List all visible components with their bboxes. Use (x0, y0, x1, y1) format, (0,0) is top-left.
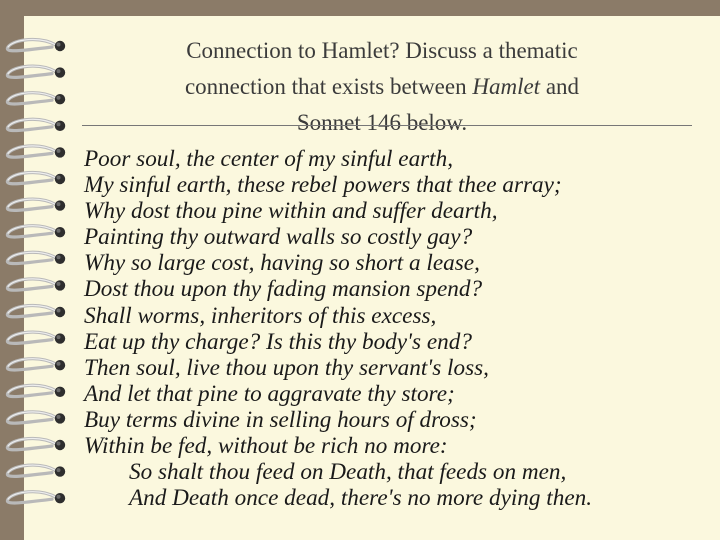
spiral-binding (0, 0, 80, 540)
binding-ring (7, 39, 65, 51)
poem-line: Dost thou upon thy fading mansion spend? (84, 276, 483, 303)
binding-ring (7, 172, 65, 184)
poem-line: Eat up thy charge? Is this thy body's end? (84, 328, 472, 355)
poem-line: Why so large cost, having so short a lease, (84, 250, 480, 277)
binding-ring (7, 438, 65, 450)
binding-ring (7, 226, 65, 238)
binding-ring (7, 385, 65, 397)
title-hamlet-italic: Hamlet (472, 74, 541, 99)
binding-ring (7, 412, 65, 424)
title-line-2-start: connection that exists between (184, 74, 473, 99)
title-divider (82, 125, 692, 126)
poem-line: Painting thy outward walls so costly gay? (84, 224, 473, 251)
poem-line: Why dost thou pine within and suffer dearth, (84, 198, 498, 225)
poem-line: My sinful earth, these rebel powers that thee array; (84, 172, 562, 199)
binding-ring (7, 146, 65, 158)
binding-ring (7, 305, 65, 317)
poem-line: Then soul, live thou upon thy servant's loss, (84, 354, 489, 381)
poem-line: Buy terms divine in selling hours of dross; (84, 406, 477, 433)
title-line-3: Sonnet 146 below. (296, 110, 468, 135)
poem-couplet-line: And Death once dead, there's no more dying then. (129, 485, 593, 512)
poem-couplet-line: So shalt thou feed on Death, that feeds on men, (129, 459, 567, 486)
title-line-1: Connection to Hamlet? Discuss a thematic (186, 38, 578, 63)
binding-ring (7, 66, 65, 78)
binding-ring (7, 279, 65, 291)
title-line-2-end: and (540, 74, 580, 99)
binding-ring (7, 332, 65, 344)
binding-ring (7, 199, 65, 211)
binding-ring (7, 93, 65, 105)
binding-ring (7, 465, 65, 477)
poem-line: Within be fed, without be rich no more: (84, 433, 448, 460)
binding-ring (7, 252, 65, 264)
binding-ring (7, 119, 65, 131)
binding-ring (7, 359, 65, 371)
poem-line: Poor soul, the center of my sinful earth, (84, 146, 454, 172)
poem-line: Shall worms, inheritors of this excess, (84, 302, 437, 329)
binding-ring (7, 492, 65, 504)
sonnet-146-text (84, 146, 714, 511)
poem-line: And let that pine to aggravate thy store; (84, 380, 455, 407)
